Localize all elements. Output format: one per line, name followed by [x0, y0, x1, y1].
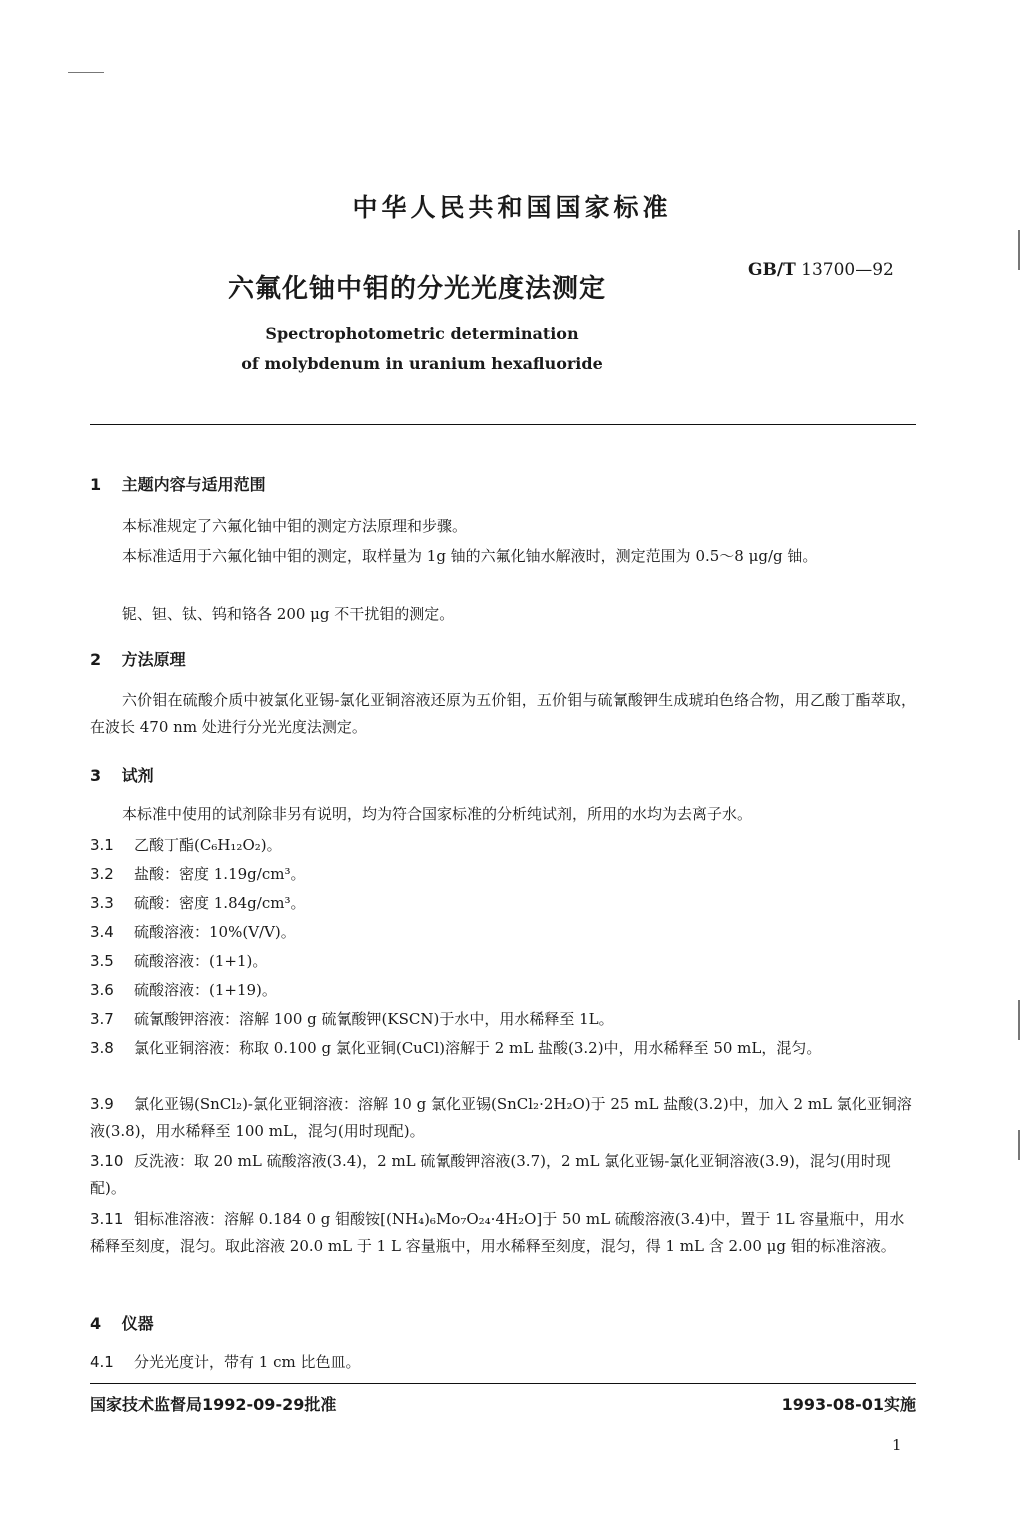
reagent-item: [90, 1148, 916, 1202]
item-number: 3.9: [90, 1095, 114, 1113]
item-text: 硫酸溶液：10%(V/V)。: [134, 923, 296, 941]
section-title: 仪器: [121, 1314, 154, 1333]
reagent-item: [90, 919, 916, 946]
item-number: 3.11: [90, 1210, 124, 1228]
item-text: 硫氰酸钾溶液：溶解 100 g 硫氰酸钾(KSCN)于水中，用水稀释至 1L。: [134, 1010, 614, 1028]
section-title: 主题内容与适用范围: [121, 475, 266, 494]
item-number: 3.3: [90, 894, 114, 912]
section-3-intro: 本标准中使用的试剂除非另有说明，均为符合国家标准的分析纯试剂，所用的水均为去离子水。: [122, 805, 753, 823]
approval-date: 国家技术监督局1992-09-29批准: [90, 1395, 337, 1414]
section-number: 2: [90, 650, 102, 669]
item-number: 3.6: [90, 981, 114, 999]
standard-code: 13700—92: [801, 260, 894, 280]
item-number: 3.4: [90, 923, 114, 941]
item-number: 3.5: [90, 952, 114, 970]
item-number: 3.10: [90, 1152, 124, 1170]
section-1-para-1: 本标准规定了六氟化铀中钼的测定方法原理和步骤。: [122, 517, 468, 535]
effective-date: 1993-08-01实施: [781, 1395, 916, 1414]
section-1-heading: [90, 472, 266, 495]
scan-mark: [1018, 230, 1020, 270]
item-text: 氯化亚铜溶液：称取 0.100 g 氯化亚铜(CuCl)溶解于 2 mL 盐酸(3.2)中，用水稀释至 50 mL，混匀。: [134, 1039, 822, 1057]
item-text: 乙酸丁酯(C₆H₁₂O₂)。: [134, 836, 282, 854]
document-title: 六氟化铀中钼的分光光度法测定: [228, 274, 607, 304]
item-text: 分光光度计，带有 1 cm 比色皿。: [134, 1353, 361, 1371]
english-title-line2: of molybdenum in uranium hexafluoride: [241, 354, 603, 373]
english-title-line1: Spectrophotometric determination: [265, 324, 579, 343]
section-title: 试剂: [121, 766, 154, 785]
item-number: 3.1: [90, 836, 114, 854]
standard-number: [748, 260, 894, 280]
section-1-para-2: 本标准适用于六氟化铀中钼的测定，取样量为 1g 铀的六氟化铀水解液时，测定范围为 0.5～8 μg/g 铀。: [122, 547, 818, 565]
standard-prefix: GB/T: [748, 260, 796, 280]
section-2-para-1: 六价钼在硫酸介质中被氯化亚锡-氯化亚铜溶液还原为五价钼，五价钼与硫氰酸钾生成琥珀色络合物，用乙酸丁酯萃取，在波长 470 nm 处进行分光光度法测定。: [90, 691, 916, 736]
issuing-body-heading: 中华人民共和国国家标准: [352, 193, 672, 222]
item-text: 硫酸：密度 1.84g/cm³。: [134, 894, 306, 912]
item-text: 硫酸溶液：(1+19)。: [134, 981, 277, 999]
reagent-item: [90, 861, 916, 888]
item-number: 4.1: [90, 1353, 114, 1371]
section-number: 4: [90, 1314, 102, 1333]
reagent-item: [90, 832, 916, 859]
header-divider: [90, 424, 916, 425]
reagent-item: [90, 1091, 916, 1145]
section-4-heading: [90, 1311, 154, 1334]
item-number: 3.2: [90, 865, 114, 883]
scan-mark: [68, 72, 104, 73]
section-number: 1: [90, 475, 102, 494]
reagent-item: [90, 1035, 916, 1062]
item-number: 3.8: [90, 1039, 114, 1057]
reagent-item: [90, 1206, 916, 1260]
reagent-item: [90, 890, 916, 917]
section-1-para-3: 铌、钽、钛、钨和铬各 200 μg 不干扰钼的测定。: [122, 605, 455, 623]
section-title: 方法原理: [121, 650, 186, 669]
reagent-item: [90, 977, 916, 1004]
item-text: 硫酸溶液：(1+1)。: [134, 952, 268, 970]
apparatus-item: [90, 1349, 916, 1376]
scan-mark: [1018, 1000, 1020, 1040]
scan-mark: [1018, 1130, 1020, 1160]
section-2-heading: [90, 647, 186, 670]
reagent-item: [90, 948, 916, 975]
page-number: 1: [892, 1436, 902, 1454]
item-text: 盐酸：密度 1.19g/cm³。: [134, 865, 306, 883]
section-3-heading: [90, 763, 154, 786]
footer-divider: [90, 1383, 916, 1384]
reagent-item: [90, 1006, 916, 1033]
section-number: 3: [90, 766, 102, 785]
item-text: 钼标准溶液：溶解 0.184 0 g 钼酸铵[(NH₄)₆Mo₇O₂₄·4H₂O]于 50 mL 硫酸溶液(3.4)中，置于 1L 容量瓶中，用水稀释至刻度，混匀。取此溶液 20.0 mL 于 1 L 容量瓶中，用水稀释至刻度，混匀，得 1 mL 含 2.00 μg 钼的标准溶液。: [90, 1210, 905, 1255]
item-number: 3.7: [90, 1010, 114, 1028]
item-text: 氯化亚锡(SnCl₂)-氯化亚铜溶液：溶解 10 g 氯化亚锡(SnCl₂·2H₂O)于 25 mL 盐酸(3.2)中，加入 2 mL 氯化亚铜溶液(3.8)，用水稀释至 100 mL，混匀(用时现配)。: [90, 1095, 912, 1140]
item-text: 反洗液：取 20 mL 硫酸溶液(3.4)，2 mL 硫氰酸钾溶液(3.7)，2 mL 氯化亚锡-氯化亚铜溶液(3.9)，混匀(用时现配)。: [90, 1152, 891, 1197]
